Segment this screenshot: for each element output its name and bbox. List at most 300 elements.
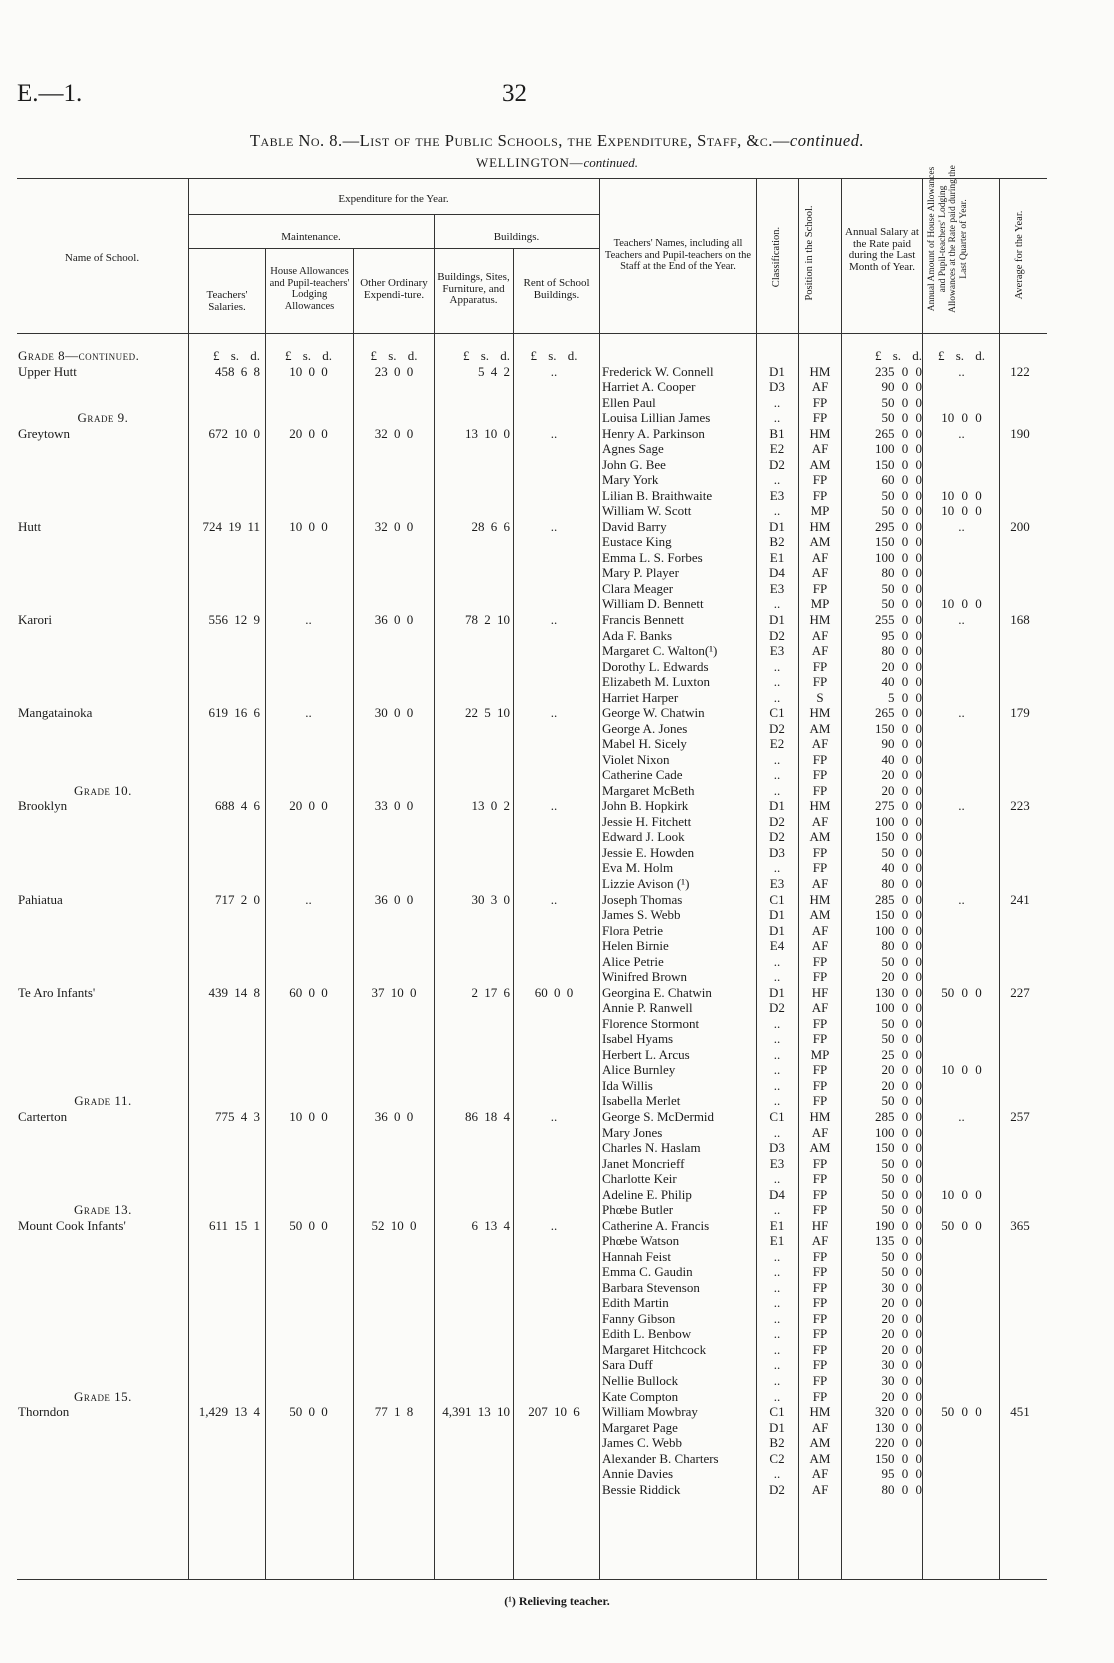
classification: E1 xyxy=(769,549,785,565)
teachers-salaries: 556 12 9 xyxy=(208,612,260,627)
annual-salary: 150 0 0 xyxy=(875,907,922,923)
teacher-name: John B. Hopkirk xyxy=(602,798,689,814)
buildings-expenditure: 2 17 6 xyxy=(471,984,510,1000)
table-row xyxy=(0,1280,1114,1295)
house-allowances: 10 0 0 xyxy=(289,363,328,379)
annual-salary: 90 0 0 xyxy=(881,379,922,395)
classification: .. xyxy=(773,767,781,783)
teacher-name: Edith L. Benbow xyxy=(602,1326,692,1342)
table-row xyxy=(0,1078,1114,1093)
header-expenditure: Expenditure for the Year. xyxy=(338,193,449,205)
teacher-name: Elizabeth M. Luxton xyxy=(602,674,710,690)
annual-salary: 135 0 0 xyxy=(875,1233,922,1249)
table-row xyxy=(0,876,1114,891)
teacher-name: Charles N. Haslam xyxy=(602,1140,701,1156)
table-row xyxy=(0,643,1114,658)
table-row xyxy=(0,1466,1114,1481)
teacher-name: Lilian B. Braithwaite xyxy=(602,487,713,503)
teacher-name: Margaret Hitchcock xyxy=(602,1341,707,1357)
table-row xyxy=(0,938,1114,953)
annual-salary: 50 0 0 xyxy=(881,1093,922,1109)
currency-units: £ s. d. xyxy=(284,348,333,363)
annual-salary: 80 0 0 xyxy=(881,565,922,581)
table-row xyxy=(0,565,1114,580)
position: HM xyxy=(809,425,831,441)
classification: .. xyxy=(773,751,781,767)
position: AM xyxy=(809,907,831,923)
annual-allowance: 10 0 0 xyxy=(941,1186,982,1202)
annual-salary: 190 0 0 xyxy=(875,1217,922,1233)
house-allowances: 50 0 0 xyxy=(289,1217,328,1233)
position: FP xyxy=(812,860,828,876)
table-row xyxy=(0,736,1114,751)
average-attendance: 200 xyxy=(1010,518,1030,534)
classification: .. xyxy=(773,969,781,985)
buildings-expenditure: 78 2 10 xyxy=(465,612,510,627)
table-row xyxy=(0,892,1114,907)
annual-salary: 50 0 0 xyxy=(881,1248,922,1264)
table-row xyxy=(0,829,1114,844)
currency-units: £ s. d. xyxy=(370,348,418,363)
house-allowances: 50 0 0 xyxy=(289,1404,328,1420)
classification: .. xyxy=(773,394,781,410)
school-name: Karori xyxy=(18,612,52,627)
page-number: 32 xyxy=(502,80,527,107)
annual-salary: 100 0 0 xyxy=(875,813,922,829)
teachers-salaries: 458 6 8 xyxy=(215,363,260,379)
table-row xyxy=(0,1311,1114,1326)
annual-salary: 5 0 0 xyxy=(888,689,922,705)
position: FP xyxy=(812,767,828,783)
classification: .. xyxy=(773,503,781,519)
position: HM xyxy=(809,705,831,721)
header-other: Other Ordinary Expendi-ture. xyxy=(360,277,428,301)
table-row xyxy=(0,1435,1114,1450)
position: FP xyxy=(812,1202,828,1218)
teacher-name: Agnes Sage xyxy=(602,441,664,457)
table-row xyxy=(0,395,1114,410)
position: FP xyxy=(812,1186,828,1202)
table-row xyxy=(0,426,1114,441)
classification: .. xyxy=(773,1279,781,1295)
teacher-name: Alice Burnley xyxy=(602,1062,676,1078)
position: AF xyxy=(811,1419,829,1435)
annual-salary: 235 0 0 xyxy=(875,363,922,379)
school-name: Greytown xyxy=(18,425,70,441)
annual-salary: 265 0 0 xyxy=(875,705,922,721)
annual-salary: 40 0 0 xyxy=(881,751,922,767)
buildings-expenditure: 13 10 0 xyxy=(465,425,510,441)
position: FP xyxy=(812,674,828,690)
position: AF xyxy=(811,938,829,954)
position: FP xyxy=(812,1077,828,1093)
teacher-name: Lizzie Avison (¹) xyxy=(602,876,690,892)
table-row xyxy=(0,488,1114,503)
rent-expenditure: 60 0 0 xyxy=(534,984,574,1000)
annual-salary: 50 0 0 xyxy=(881,580,922,596)
teacher-name: Ada F. Banks xyxy=(602,627,673,643)
average-attendance: 257 xyxy=(1010,1108,1030,1124)
annual-salary: 80 0 0 xyxy=(881,876,922,892)
annual-salary: 80 0 0 xyxy=(881,643,922,659)
position: HM xyxy=(809,1404,831,1420)
buildings-expenditure: 28 6 6 xyxy=(471,518,510,534)
position: FP xyxy=(812,394,828,410)
teacher-name: Mary P. Player xyxy=(602,565,679,581)
classification: .. xyxy=(773,1295,781,1311)
table-top-rule xyxy=(17,178,1047,179)
classification: .. xyxy=(773,658,781,674)
table-row xyxy=(0,1109,1114,1124)
other-expenditure: 52 10 0 xyxy=(371,1217,417,1233)
classification: D3 xyxy=(769,1140,785,1156)
table-row xyxy=(0,1187,1114,1202)
school-name: Mangatainoka xyxy=(18,705,93,721)
annual-allowance: 10 0 0 xyxy=(941,487,982,503)
classification: C1 xyxy=(769,1108,785,1124)
position: AF xyxy=(811,1000,829,1016)
position: FP xyxy=(812,580,828,596)
annual-salary: 150 0 0 xyxy=(875,720,922,736)
position: FP xyxy=(812,751,828,767)
classification: E3 xyxy=(769,643,785,659)
annual-salary: 150 0 0 xyxy=(875,1140,922,1156)
teacher-name: Kate Compton xyxy=(602,1388,679,1404)
annual-salary: 100 0 0 xyxy=(875,922,922,938)
buildings-expenditure: 4,391 13 10 xyxy=(442,1404,510,1420)
position: MP xyxy=(810,596,830,612)
classification: D4 xyxy=(769,565,785,581)
classification: E3 xyxy=(769,1155,785,1171)
classification: D3 xyxy=(769,379,785,395)
annual-allowance: .. xyxy=(958,705,965,721)
school-name: Hutt xyxy=(18,518,42,534)
annual-salary: 320 0 0 xyxy=(875,1404,922,1420)
annual-salary: 275 0 0 xyxy=(875,798,922,814)
teachers-salaries: 672 10 0 xyxy=(208,425,260,441)
teachers-salaries: 619 16 6 xyxy=(208,705,260,721)
table-row xyxy=(0,1000,1114,1015)
annual-allowance: 10 0 0 xyxy=(941,1062,982,1078)
teacher-name: William W. Scott xyxy=(602,503,692,519)
buildings-expenditure: 22 5 10 xyxy=(465,705,510,721)
grade-heading: Grade 8—continued. xyxy=(18,348,140,363)
teacher-name: Mary Jones xyxy=(602,1124,663,1140)
table-row xyxy=(0,1404,1114,1419)
teacher-name: Mary York xyxy=(602,472,659,488)
annual-salary: 295 0 0 xyxy=(875,518,922,534)
other-expenditure: 33 0 0 xyxy=(374,798,414,814)
teachers-salaries: 611 15 1 xyxy=(208,1217,260,1233)
teacher-name: Eustace King xyxy=(602,534,672,550)
teacher-name: Jessie E. Howden xyxy=(602,844,695,860)
currency-units: £ s. d. xyxy=(530,348,578,363)
header-house: House Allowances and Pupil-teachers' Lodging Allowances xyxy=(269,266,350,312)
annual-allowance: 10 0 0 xyxy=(941,503,982,519)
teacher-name: Harriet Harper xyxy=(602,689,679,705)
annual-salary: 50 0 0 xyxy=(881,487,922,503)
position: FP xyxy=(812,782,828,798)
position: AM xyxy=(809,1450,831,1466)
classification: .. xyxy=(773,1046,781,1062)
classification: .. xyxy=(773,1202,781,1218)
position: AM xyxy=(809,829,831,845)
teacher-name: Annie Davies xyxy=(602,1466,674,1482)
header-salaries: Teachers' Salaries. xyxy=(206,289,248,313)
position: AF xyxy=(811,441,829,457)
position: AF xyxy=(811,1466,829,1482)
annual-salary: 30 0 0 xyxy=(881,1357,922,1373)
position: FP xyxy=(812,969,828,985)
rent-expenditure: .. xyxy=(550,705,558,721)
teacher-name: Emma C. Gaudin xyxy=(602,1264,693,1280)
position: FP xyxy=(812,658,828,674)
annual-salary: 130 0 0 xyxy=(875,1419,922,1435)
position: FP xyxy=(812,1357,828,1373)
classification: E1 xyxy=(769,1217,785,1233)
classification: E3 xyxy=(769,487,785,503)
header-maintenance: Maintenance. xyxy=(281,231,341,243)
teacher-name: Hannah Feist xyxy=(602,1248,671,1264)
position: AF xyxy=(811,565,829,581)
teachers-salaries: 717 2 0 xyxy=(215,891,260,907)
school-name: Mount Cook Infants' xyxy=(18,1217,126,1233)
table-row xyxy=(0,1016,1114,1031)
table-row xyxy=(0,1264,1114,1279)
document-code: E.—1. xyxy=(17,80,83,107)
table-row xyxy=(0,923,1114,938)
annual-salary: 50 0 0 xyxy=(881,1015,922,1031)
annual-salary: 100 0 0 xyxy=(875,549,922,565)
annual-salary: 20 0 0 xyxy=(881,767,922,783)
annual-salary: 50 0 0 xyxy=(881,1031,922,1047)
average-attendance: 451 xyxy=(1010,1404,1030,1420)
classification: .. xyxy=(773,782,781,798)
classification: B2 xyxy=(769,1435,785,1451)
header-position: Position in the School. xyxy=(804,205,815,301)
position: FP xyxy=(812,1171,828,1187)
classification: D2 xyxy=(769,1000,785,1016)
table-row xyxy=(0,534,1114,549)
table-row xyxy=(0,767,1114,782)
teacher-name: Edith Martin xyxy=(602,1295,669,1311)
classification: .. xyxy=(773,1326,781,1342)
table-row xyxy=(0,1357,1114,1372)
annual-salary: 30 0 0 xyxy=(881,1279,922,1295)
annual-allowance: .. xyxy=(958,363,965,379)
annual-allowance: 50 0 0 xyxy=(941,1217,982,1233)
school-name: Carterton xyxy=(18,1108,68,1124)
teacher-name: Phœbe Butler xyxy=(602,1202,674,1218)
table-row xyxy=(0,410,1114,425)
grade-heading: Grade 10. xyxy=(74,782,132,798)
classification: D2 xyxy=(769,456,785,472)
table-row xyxy=(0,798,1114,813)
teacher-name: Violet Nixon xyxy=(602,751,670,767)
classification: .. xyxy=(773,472,781,488)
other-expenditure: 32 0 0 xyxy=(374,425,414,441)
table-row xyxy=(0,441,1114,456)
house-allowances: .. xyxy=(305,705,312,721)
classification: .. xyxy=(773,674,781,690)
grade-heading: Grade 15. xyxy=(74,1388,132,1404)
table-row xyxy=(0,969,1114,984)
position: AF xyxy=(811,549,829,565)
position: AF xyxy=(811,876,829,892)
table-title-main: Table No. 8.—List of the Public Schools, the Expenditure, Staff, &c.— xyxy=(249,131,790,150)
other-expenditure: 36 0 0 xyxy=(374,891,414,907)
annual-salary: 150 0 0 xyxy=(875,456,922,472)
table-row xyxy=(0,1031,1114,1046)
position: AF xyxy=(811,1233,829,1249)
table-row xyxy=(0,1093,1114,1108)
table-row xyxy=(0,783,1114,798)
teacher-name: Annie P. Ranwell xyxy=(602,1000,693,1016)
annual-salary: 150 0 0 xyxy=(875,829,922,845)
annual-salary: 100 0 0 xyxy=(875,1000,922,1016)
average-attendance: 227 xyxy=(1010,984,1030,1000)
position: FP xyxy=(812,1031,828,1047)
teacher-name: Fanny Gibson xyxy=(602,1310,676,1326)
position: FP xyxy=(812,1093,828,1109)
position: AM xyxy=(809,456,831,472)
position: FP xyxy=(812,1326,828,1342)
position: AF xyxy=(811,1124,829,1140)
classification: D1 xyxy=(769,907,785,923)
position: AF xyxy=(811,379,829,395)
house-allowances: .. xyxy=(305,612,312,627)
classification: D1 xyxy=(769,922,785,938)
annual-salary: 20 0 0 xyxy=(881,969,922,985)
teacher-name: Flora Petrie xyxy=(602,922,664,938)
table-row xyxy=(0,1389,1114,1404)
table-row xyxy=(0,379,1114,394)
classification: .. xyxy=(773,953,781,969)
position: AF xyxy=(811,813,829,829)
rent-expenditure: .. xyxy=(550,1108,558,1124)
annual-allowance: .. xyxy=(958,891,965,907)
teacher-name: Margaret C. Walton(¹) xyxy=(602,643,718,659)
teacher-name: Henry A. Parkinson xyxy=(602,425,705,441)
teacher-name: Ida Willis xyxy=(602,1077,653,1093)
teacher-name: Alexander B. Charters xyxy=(602,1450,719,1466)
table-row xyxy=(0,845,1114,860)
teacher-name: Francis Bennett xyxy=(602,612,684,627)
classification: .. xyxy=(773,1015,781,1031)
classification: D1 xyxy=(769,518,785,534)
table-row xyxy=(0,1140,1114,1155)
other-expenditure: 32 0 0 xyxy=(374,518,414,534)
rent-expenditure: .. xyxy=(550,363,558,379)
table-title-suffix: continued. xyxy=(789,131,865,150)
currency-units: £ s. d. xyxy=(212,348,260,363)
position: FP xyxy=(812,472,828,488)
annual-salary: 20 0 0 xyxy=(881,1341,922,1357)
position: HM xyxy=(809,612,831,627)
table-row xyxy=(0,1249,1114,1264)
teachers-salaries: 1,429 13 4 xyxy=(198,1404,260,1420)
rent-expenditure: .. xyxy=(550,798,558,814)
annual-allowance: 10 0 0 xyxy=(941,410,982,426)
school-name: Pahiatua xyxy=(18,891,63,907)
annual-salary: 80 0 0 xyxy=(881,1481,922,1497)
annual-allowance: .. xyxy=(958,518,965,534)
grade-heading: Grade 11. xyxy=(74,1093,132,1109)
table-row xyxy=(0,519,1114,534)
rent-expenditure: .. xyxy=(550,891,558,907)
position: AM xyxy=(809,1435,831,1451)
currency-units: £ s. d. xyxy=(462,348,510,363)
position: MP xyxy=(810,503,830,519)
annual-salary: 20 0 0 xyxy=(881,1077,922,1093)
annual-salary: 50 0 0 xyxy=(881,503,922,519)
position: AF xyxy=(811,922,829,938)
teachers-salaries: 724 19 11 xyxy=(202,518,260,534)
teacher-name: Catherine Cade xyxy=(602,767,683,783)
classification: .. xyxy=(773,1031,781,1047)
teacher-name: Phœbe Watson xyxy=(602,1233,680,1249)
classification: D2 xyxy=(769,829,785,845)
position: AF xyxy=(811,643,829,659)
table-row xyxy=(0,1156,1114,1171)
teacher-name: Clara Meager xyxy=(602,580,674,596)
table-row xyxy=(0,814,1114,829)
table-row xyxy=(0,1202,1114,1217)
position: HM xyxy=(809,363,831,379)
table-bottom-rule xyxy=(17,1579,1047,1580)
classification: E2 xyxy=(769,736,785,752)
other-expenditure: 30 0 0 xyxy=(374,705,414,721)
teacher-name: Mabel H. Sicely xyxy=(602,736,687,752)
classification: E1 xyxy=(769,1233,785,1249)
annual-salary: 220 0 0 xyxy=(875,1435,922,1451)
classification: D3 xyxy=(769,844,785,860)
classification: D2 xyxy=(769,1481,785,1497)
position: HF xyxy=(811,984,829,1000)
annual-allowance: .. xyxy=(958,612,965,627)
classification: .. xyxy=(773,860,781,876)
table-row xyxy=(0,1047,1114,1062)
annual-salary: 130 0 0 xyxy=(875,984,922,1000)
currency-units: £ s. d. xyxy=(937,348,986,363)
teacher-name: Joseph Thomas xyxy=(602,891,683,907)
classification: C1 xyxy=(769,891,785,907)
house-allowances: 20 0 0 xyxy=(289,425,328,441)
classification: B1 xyxy=(769,425,785,441)
annual-allowance: 50 0 0 xyxy=(941,1404,982,1420)
position: FP xyxy=(812,1310,828,1326)
table-row xyxy=(0,1482,1114,1497)
position: AF xyxy=(811,736,829,752)
table-row xyxy=(0,596,1114,611)
teacher-name: Georgina E. Chatwin xyxy=(602,984,712,1000)
annual-salary: 20 0 0 xyxy=(881,1388,922,1404)
annual-salary: 90 0 0 xyxy=(881,736,922,752)
teacher-name: Eva M. Holm xyxy=(602,860,674,876)
teacher-name: William D. Bennett xyxy=(602,596,704,612)
classification: .. xyxy=(773,1466,781,1482)
position: FP xyxy=(812,1388,828,1404)
annual-salary: 95 0 0 xyxy=(881,627,922,643)
average-attendance: 168 xyxy=(1010,612,1030,627)
position: AM xyxy=(809,1140,831,1156)
classification: E3 xyxy=(769,876,785,892)
table-row xyxy=(0,457,1114,472)
annual-salary: 50 0 0 xyxy=(881,1171,922,1187)
teacher-name: Florence Stormont xyxy=(602,1015,700,1031)
table-row xyxy=(0,954,1114,969)
position: S xyxy=(816,689,824,705)
